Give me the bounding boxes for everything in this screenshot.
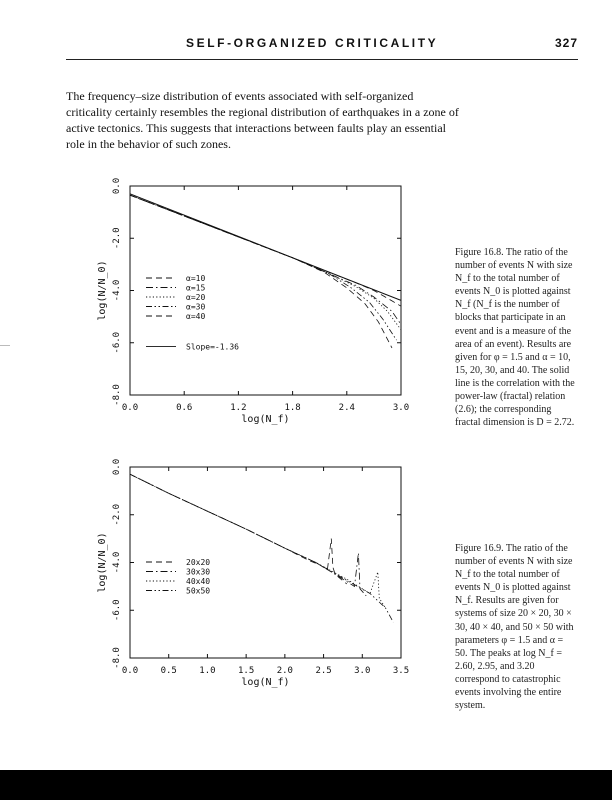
x-tick-label: 0.0 [121,666,139,676]
y-tick-label: -8.0 [112,647,122,669]
x-axis-label: log(N_f) [241,414,290,425]
x-axis-label: log(N_f) [241,677,290,688]
y-tick-label: -8.0 [112,384,122,406]
running-title: SELF-ORGANIZED CRITICALITY [186,36,439,50]
legend-label: 50x50 [186,586,211,596]
y-tick-label: 0.0 [112,177,122,195]
y-tick-label: -4.0 [112,279,122,302]
plot-frame [130,467,401,658]
x-tick-label: 3.0 [354,666,371,676]
x-tick-label: 3.5 [392,666,410,676]
y-axis-label: log(N/N_0) [97,532,108,593]
y-tick-label: -6.0 [112,599,122,622]
bottom-scan-band [0,770,612,800]
legend-label: α=40 [186,312,206,321]
x-tick-label: 2.4 [338,403,355,413]
plot-frame [130,186,401,395]
figure-16-9-chart [97,459,409,688]
x-tick-label: 1.5 [238,666,255,676]
legend-label: 40x40 [186,577,211,586]
x-tick-label: 1.2 [230,403,247,413]
series-line [130,194,401,301]
legend-label: α=10 [186,274,206,283]
series-line [130,195,401,330]
x-tick-label: 0.6 [176,403,193,413]
y-tick-label: -4.0 [112,551,122,574]
y-tick-label: -6.0 [112,331,122,354]
y-tick-label: -2.0 [112,227,122,250]
x-tick-label: 1.0 [199,666,216,676]
x-tick-label: 2.5 [315,666,332,676]
series-line [130,474,366,596]
series-line [130,195,392,348]
legend-label: α=15 [186,283,206,293]
figure-16-8-caption: Figure 16.8. The ratio of the number of events N with size N_f to the total number of events N_0 is plotted against N_f (N_f is the number of blocks that participate in an event and is a measure of the area of an event). Results are given for φ = 1.5 and α = 10, 15, 20, 30, and 40. The solid line is the correlation with the power-law (fractal) relation (2.6); the corresponding fractal dimension is D = 2.72. [455,247,575,429]
x-tick-label: 0.0 [121,403,139,413]
legend-label: 20x20 [186,558,211,567]
y-tick-label: -2.0 [112,503,122,526]
page-number: 327 [554,36,578,50]
x-tick-label: 2.0 [276,666,293,676]
figure-16-9-caption: Figure 16.9. The ratio of the number of events N with size N_f to the total number of events N_0 is plotted against N_f. Results are given for systems of size 20 × 20, 30 × 30, 40 × 40, and 50 × 50 with parameters φ = 1.5 and α = 50. The peaks at log N_f = 2.60, 2.95, and 3.20 correspond to catastrophic events involving the entire system. [455,543,574,712]
legend-label: Slope=-1.36 [186,342,239,352]
x-tick-label: 3.0 [392,403,410,413]
x-tick-label: 0.5 [160,666,177,676]
series-line [130,474,386,608]
y-axis-label: log(N/N_0) [97,260,108,321]
legend-label: 30x30 [186,567,211,577]
series-line [130,195,401,324]
legend-label: α=30 [186,302,206,312]
y-tick-label: 0.0 [112,458,122,476]
x-tick-label: 1.8 [284,403,301,413]
series-line [130,195,397,340]
body-paragraph: The frequency–size distribution of events associated with self-organized criticality certainly resembles the regional distribution of earthquakes in a zone of active tectonics. This suggests that interactions between faults play an essential role in the behavior of such zones. [66,89,459,151]
legend-label: α=20 [186,293,206,302]
scan-mark [0,345,10,346]
figure-16-8-chart [97,178,409,425]
series-line [130,474,393,622]
